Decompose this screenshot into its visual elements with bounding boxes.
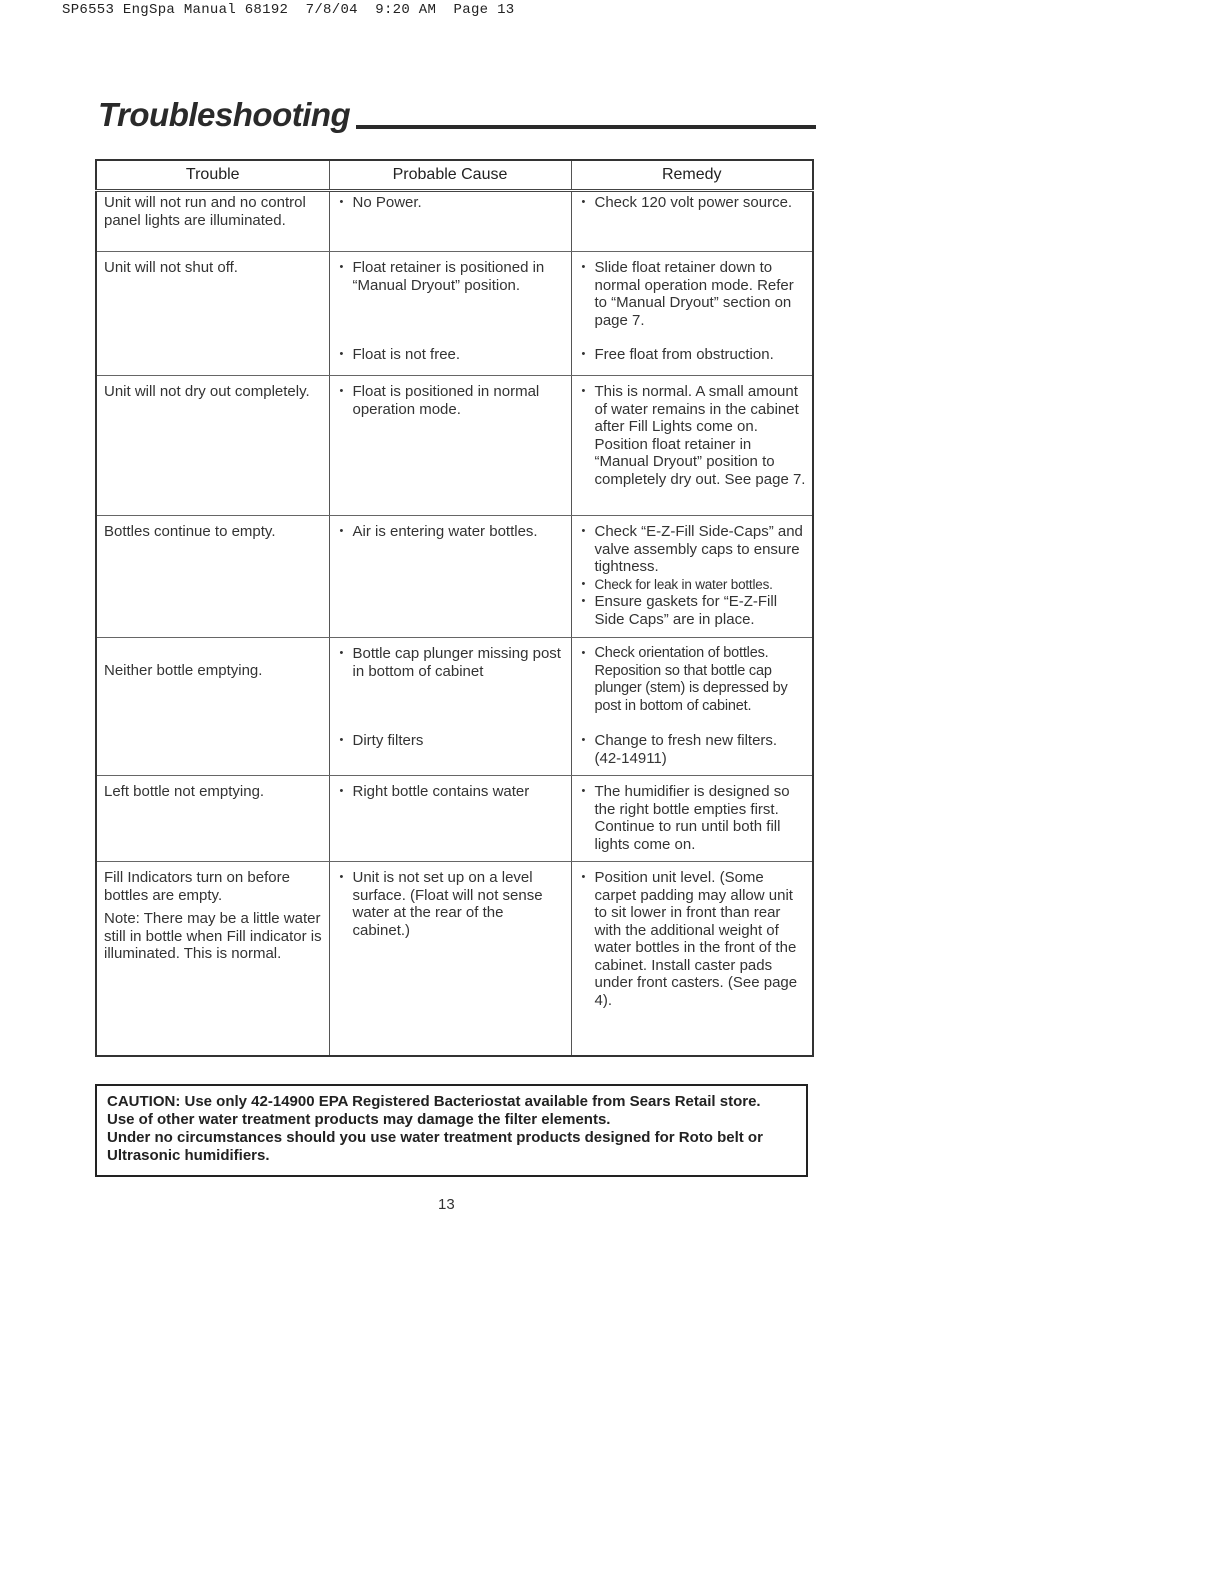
header-probable-cause: Probable Cause <box>329 160 571 191</box>
table-row <box>96 191 813 252</box>
troubleshooting-table <box>95 159 814 1057</box>
table-row <box>96 776 813 862</box>
title-rule <box>356 125 816 129</box>
cause-cell <box>329 862 571 1056</box>
cause-item: • Float retainer is positioned in “Manual Dryout” position. <box>337 259 565 294</box>
cause-cell <box>329 376 571 516</box>
trouble-cell: Left bottle not emptying. <box>96 776 329 862</box>
table-header-row <box>96 160 813 191</box>
remedy-item: • This is normal. A small amount of water remains in the cabinet after Fill Lights come on. Position float retainer in “Manual Dryout” position to completely dry out. See page 7. <box>579 383 807 488</box>
page-number: 13 <box>438 1196 455 1213</box>
header-trouble: Trouble <box>96 160 329 191</box>
remedy-item: • Check orientation of bottles. Reposition so that bottle cap plunger (stem) is depressed by post in bottom of cabinet. <box>579 645 807 715</box>
remedy-item: • Free float from obstruction. <box>579 346 807 364</box>
remedy-item: • Check for leak in water bottles. <box>579 576 807 594</box>
trouble-cell: Unit will not shut off. <box>96 252 329 376</box>
caution-line-3: Under no circumstances should you use water treatment products designed for Roto belt or Ultrasonic humidifiers. <box>107 1129 763 1164</box>
cause-cell <box>329 638 571 776</box>
remedy-cell <box>571 376 813 516</box>
table-row <box>96 516 813 638</box>
caution-line-1: CAUTION: Use only 42-14900 EPA Registered Bacteriostat available from Sears Retail store. <box>107 1093 761 1110</box>
trouble-note: Note: There may be a little water still in bottle when Fill indicator is illuminated. This is normal. <box>104 910 322 962</box>
cause-item: • Float is positioned in normal operation mode. <box>337 383 565 418</box>
cause-cell <box>329 191 571 252</box>
remedy-cell <box>571 252 813 376</box>
cause-item: • No Power. <box>337 194 565 212</box>
cause-item: • Air is entering water bottles. <box>337 523 565 541</box>
cause-item: • Right bottle contains water <box>337 783 565 801</box>
table-row <box>96 252 813 376</box>
remedy-cell <box>571 516 813 638</box>
remedy-item: • Slide float retainer down to normal operation mode. Refer to “Manual Dryout” section on page 7. <box>579 259 807 329</box>
table-row <box>96 638 813 776</box>
trouble-cell: Neither bottle emptying. <box>96 638 329 776</box>
cause-item: • Unit is not set up on a level surface. (Float will not sense water at the rear of the cabinet.) <box>337 869 565 939</box>
remedy-item: • Position unit level. (Some carpet padding may allow unit to sit lower in front than rear with the additional weight of water bottles in the front of the cabinet. Install caster pads under front casters. (See page 4). <box>579 869 807 1009</box>
remedy-cell <box>571 638 813 776</box>
trouble-cell: Bottles continue to empty. <box>96 516 329 638</box>
cause-item: • Dirty filters <box>337 732 565 750</box>
remedy-cell <box>571 191 813 252</box>
trouble-text: Fill Indicators turn on before bottles are empty. <box>104 869 290 904</box>
remedy-item: • Check “E-Z-Fill Side-Caps” and valve assembly caps to ensure tightness. <box>579 523 807 576</box>
remedy-cell <box>571 862 813 1056</box>
page-title: Troubleshooting <box>98 96 351 133</box>
cause-cell <box>329 252 571 376</box>
trouble-cell: Unit will not dry out completely. <box>96 376 329 516</box>
table-row <box>96 376 813 516</box>
cause-cell <box>329 516 571 638</box>
remedy-item: • Ensure gaskets for “E-Z-Fill Side Caps” are in place. <box>579 593 807 628</box>
cause-item: • Bottle cap plunger missing post in bottom of cabinet <box>337 645 565 680</box>
remedy-item: • Check 120 volt power source. <box>579 194 807 212</box>
header-remedy: Remedy <box>571 160 813 191</box>
remedy-item: • The humidifier is designed so the right bottle empties first. Continue to run until both fill lights come on. <box>579 783 807 853</box>
remedy-item: • Change to fresh new filters. (42-14911) <box>579 732 807 767</box>
caution-box <box>95 1084 808 1177</box>
print-header: SP6553 EngSpa Manual 68192 7/8/04 9:20 AM Page 13 <box>62 2 515 18</box>
trouble-cell: Unit will not run and no control panel lights are illuminated. <box>96 191 329 252</box>
title-block <box>98 96 816 136</box>
table-row <box>96 862 813 1056</box>
caution-line-2: Use of other water treatment products may damage the filter elements. <box>107 1111 611 1128</box>
remedy-cell <box>571 776 813 862</box>
trouble-cell <box>96 862 329 1056</box>
cause-cell <box>329 776 571 862</box>
cause-item: • Float is not free. <box>337 346 565 364</box>
